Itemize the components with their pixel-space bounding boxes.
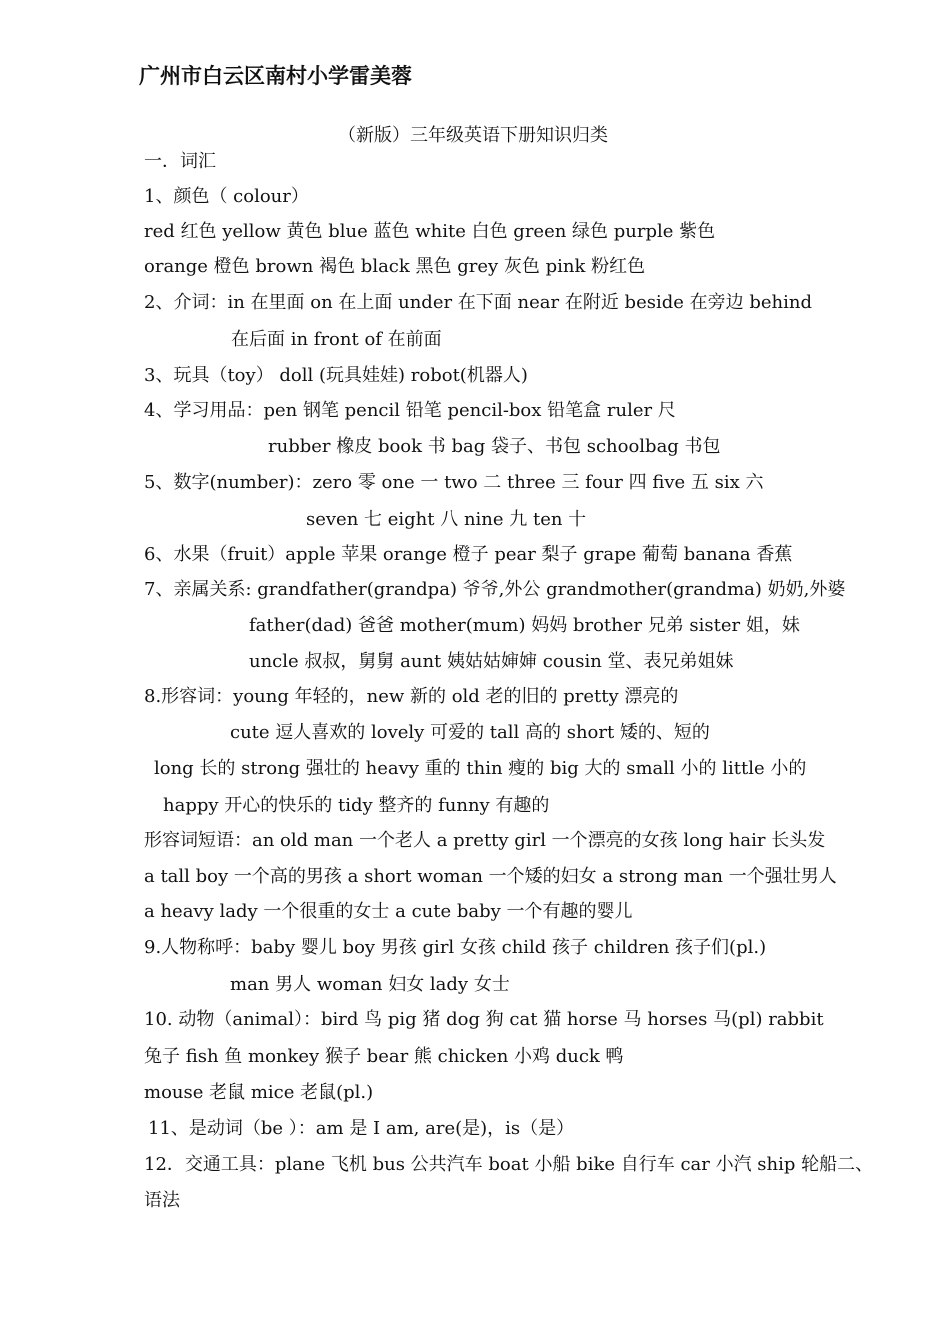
text-line: rubber 橡皮 book 书 bag 袋子、书包 schoolbag 书包	[268, 436, 721, 457]
text-line: 8.形容词：young 年轻的，new 新的 old 老的旧的 pretty 漂亮的	[144, 686, 679, 707]
text-line: orange 橙色 brown 褐色 black 黑色 grey 灰色 pink 粉红色	[144, 256, 646, 277]
text-line: man 男人 woman 妇女 lady 女士	[230, 974, 510, 995]
text-line: 兔子 fish 鱼 monkey 猴子 bear 熊 chicken 小鸡 duck 鸭	[144, 1046, 624, 1067]
text-line: 12．交通工具：plane 飞机 bus 公共汽车 boat 小船 bike 自行车 car 小汽 ship 轮船二、	[144, 1154, 874, 1175]
text-line: 11、是动词（be ）：am 是 I am, are(是)，is（是）	[148, 1118, 575, 1139]
text-line: 3、玩具（toy） doll (玩具娃娃) robot(机器人)	[144, 365, 528, 386]
text-line: 1、颜色（ colour）	[144, 186, 309, 207]
text-line: uncle 叔叔，舅舅 aunt 姨姑姑婶婶 cousin 堂、表兄弟姐妹	[249, 651, 734, 672]
text-line: mouse 老鼠 mice 老鼠(pl.)	[144, 1082, 374, 1103]
text-line: red 红色 yellow 黄色 blue 蓝色 white 白色 green 绿色 purple 紫色	[144, 221, 716, 242]
text-line: 7、亲属关系: grandfather(grandpa) 爷爷,外公 grandmother(grandma) 奶奶,外婆	[144, 579, 846, 600]
text-line: happy 开心的快乐的 tidy 整齐的 funny 有趣的	[163, 795, 550, 816]
text-line: 6、水果（fruit）apple 苹果 orange 橙子 pear 梨子 grape 葡萄 banana 香蕉	[144, 544, 793, 565]
text-line: 在后面 in front of 在前面	[231, 329, 442, 350]
text-line: 形容词短语：an old man 一个老人 a pretty girl 一个漂亮的女孩 long hair 长头发	[144, 830, 826, 851]
text-line: 5、数字(number)：zero 零 one 一 two 二 three 三 four 四 five 五 six 六	[144, 472, 764, 493]
text-line: 10. 动物（animal）：bird 鸟 pig 猪 dog 狗 cat 猫 horse 马 horses 马(pl) rabbit	[144, 1009, 824, 1030]
section-heading: 语法	[144, 1190, 180, 1211]
text-line: cute 逗人喜欢的 lovely 可爱的 tall 高的 short 矮的、短的	[230, 722, 710, 743]
text-line: 2、介词：in 在里面 on 在上面 under 在下面 near 在附近 beside 在旁边 behind	[144, 292, 812, 313]
section-heading: 一．词汇	[144, 151, 216, 172]
text-line: 4、学习用品：pen 钢笔 pencil 铅笔 pencil-box 铅笔盒 ruler 尺	[144, 400, 676, 421]
text-line: long 长的 strong 强壮的 heavy 重的 thin 瘦的 big 大的 small 小的 little 小的	[154, 758, 807, 779]
text-line: seven 七 eight 八 nine 九 ten 十	[306, 509, 587, 530]
text-line: a heavy lady 一个很重的女士 a cute baby 一个有趣的婴儿	[144, 901, 633, 922]
text-line: 9.人物称呼：baby 婴儿 boy 男孩 girl 女孩 child 孩子 children 孩子们(pl.)	[144, 937, 767, 958]
school-header: 广州市白云区南村小学雷美蓉	[139, 63, 412, 88]
text-line: father(dad) 爸爸 mother(mum) 妈妈 brother 兄弟 sister 姐，妹	[249, 615, 800, 636]
text-line: a tall boy 一个高的男孩 a short woman 一个矮的妇女 a strong man 一个强壮男人	[144, 866, 837, 887]
document-title: （新版）三年级英语下册知识归类	[338, 125, 608, 146]
